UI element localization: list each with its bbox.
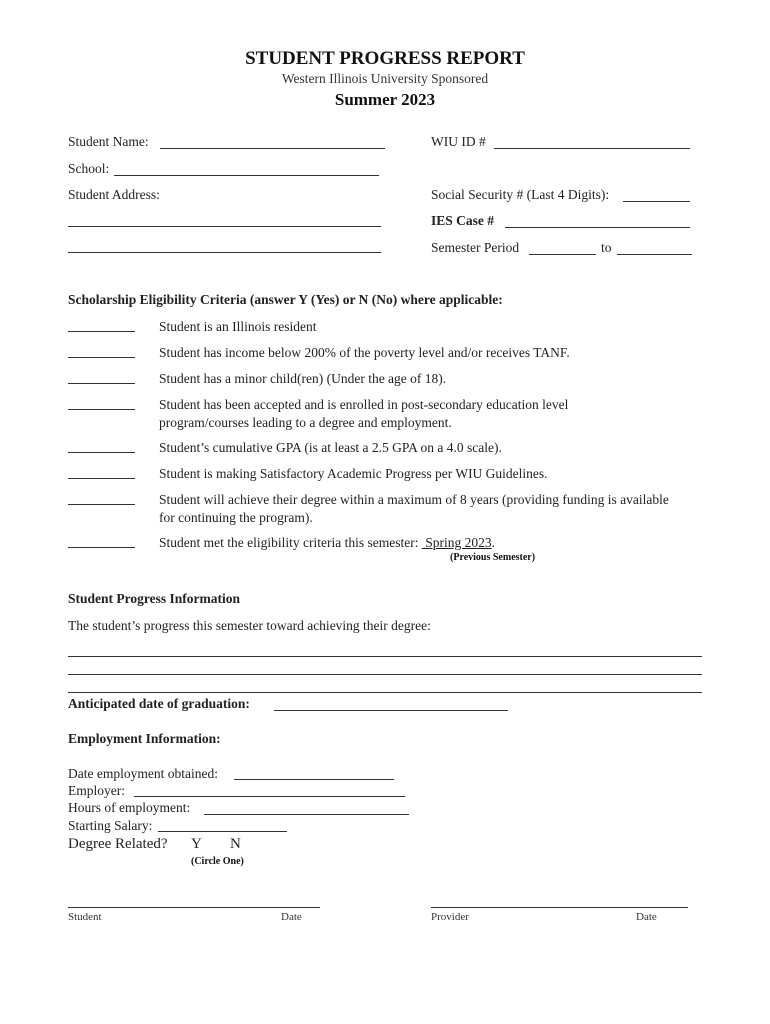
circle-one-note: (Circle One) — [191, 856, 244, 867]
student-name-field[interactable] — [160, 148, 385, 149]
ies-case-label: IES Case # — [431, 213, 495, 228]
progress-heading: Student Progress Information — [68, 591, 241, 606]
criterion-1: Student is an Illinois resident — [159, 319, 317, 334]
criterion-4: Student has been accepted and is enrolled in post-secondary education level program/courses leading to a degree and employment. — [159, 397, 569, 430]
student-date-label: Date — [281, 911, 302, 923]
wiu-id-label: WIU ID # — [431, 134, 486, 149]
ssn-label: Social Security # (Last 4 Digits): — [431, 187, 610, 202]
eligibility-answer-3[interactable] — [68, 383, 135, 384]
degree-related-label: Degree Related? — [68, 836, 168, 852]
semester-period-label: Semester Period — [431, 240, 520, 255]
provider-signature-line[interactable] — [431, 907, 688, 908]
degree-related-yes[interactable]: Y — [191, 836, 202, 852]
employer-label: Employer: — [68, 783, 125, 798]
graduation-field[interactable] — [274, 710, 508, 711]
progress-line-3[interactable] — [68, 692, 702, 693]
criterion-3: Student has a minor child(ren) (Under the age of 18). — [159, 371, 447, 386]
progress-line-1[interactable] — [68, 656, 702, 657]
address-line-1[interactable] — [68, 226, 381, 227]
date-obtained-field[interactable] — [234, 779, 394, 780]
salary-label: Starting Salary: — [68, 818, 153, 833]
semester-start-field[interactable] — [529, 254, 596, 255]
hours-field[interactable] — [204, 814, 409, 815]
criterion-5: Student’s cumulative GPA (is at least a 2.5 GPA on a 4.0 scale). — [159, 440, 502, 455]
criterion-2: Student has income below 200% of the poverty level and/or receives TANF. — [159, 345, 570, 360]
page-subtitle: Western Illinois University Sponsored — [281, 71, 489, 86]
previous-semester-value: Spring 2023 — [425, 535, 492, 550]
page-title: STUDENT PROGRESS REPORT — [245, 48, 525, 69]
school-label: School: — [68, 161, 110, 176]
student-address-label: Student Address: — [68, 187, 160, 202]
eligibility-answer-4[interactable] — [68, 409, 135, 410]
hours-label: Hours of employment: — [68, 800, 191, 815]
graduation-label: Anticipated date of graduation: — [68, 696, 250, 711]
ies-case-field[interactable] — [505, 227, 690, 228]
criterion-6: Student is making Satisfactory Academic Progress per WIU Guidelines. — [159, 466, 548, 481]
date-obtained-label: Date employment obtained: — [68, 766, 218, 781]
eligibility-answer-8[interactable] — [68, 547, 135, 548]
provider-date-label: Date — [636, 911, 657, 923]
eligibility-answer-7[interactable] — [68, 504, 135, 505]
student-name-label: Student Name: — [68, 134, 149, 149]
degree-related-no[interactable]: N — [230, 836, 241, 852]
wiu-id-field[interactable] — [494, 148, 690, 149]
employment-heading: Employment Information: — [68, 731, 221, 746]
student-signature-label: Student — [68, 911, 102, 923]
eligibility-heading: Scholarship Eligibility Criteria (answer Y (Yes) or N (No) where applicable: — [68, 292, 503, 307]
salary-field[interactable] — [158, 831, 287, 832]
progress-line-2[interactable] — [68, 674, 702, 675]
previous-semester-note: (Previous Semester) — [450, 552, 536, 563]
criterion-7: Student will achieve their degree within a maximum of 8 years (providing funding is available for continuing the program). — [159, 492, 669, 525]
student-signature-line[interactable] — [68, 907, 320, 908]
employer-field[interactable] — [134, 796, 405, 797]
progress-prompt: The student’s progress this semester toward achieving their degree: — [68, 618, 431, 633]
address-line-2[interactable] — [68, 252, 381, 253]
ssn-field[interactable] — [623, 201, 690, 202]
criterion-8: Student met the eligibility criteria this semester: Spring 2023. — [159, 535, 495, 550]
eligibility-answer-1[interactable] — [68, 331, 135, 332]
eligibility-answer-5[interactable] — [68, 452, 135, 453]
eligibility-answer-6[interactable] — [68, 478, 135, 479]
school-field[interactable] — [114, 175, 379, 176]
provider-signature-label: Provider — [431, 911, 469, 923]
eligibility-answer-2[interactable] — [68, 357, 135, 358]
semester-end-field[interactable] — [617, 254, 692, 255]
term-heading: Summer 2023 — [334, 90, 436, 109]
semester-to-label: to — [601, 240, 612, 255]
